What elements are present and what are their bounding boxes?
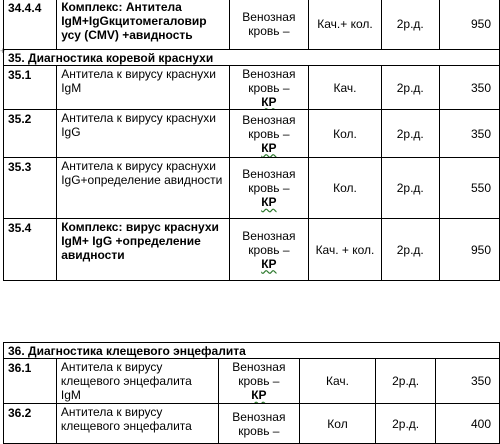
row-period: 2р.д. [382,158,440,219]
row-price: 400 [436,404,500,444]
row-method: Кач.+ кол. [308,0,381,50]
row-name: Антитела к вирусу клещевого энцефалита IgM [56,359,218,404]
row-name: Антитела к вирусу клещевого энцефалита [56,404,218,444]
row-name: Комплекс: Антитела IgM+IgGкцитомегаловир усу (CMV) +авидность [57,0,230,50]
row-period: 2р.д. [382,66,440,110]
table-row [4,404,500,444]
row-price: 950 [439,0,499,50]
sample-kr: КР [261,94,277,109]
row-price: 350 [439,66,499,110]
row-method: Кач. + кол. [308,219,381,281]
sample-text: Венозная кровь – [242,10,296,38]
section-title: 36. Диагностика клещевого энцефалита [4,343,500,359]
row-method: Кач. [299,359,375,404]
row-sample [229,158,308,219]
table-row [4,110,500,158]
sample-kr: КР [261,195,277,209]
sample-text: Венозная кровь – [242,112,296,141]
sample-kr: КР [251,388,267,402]
row-method: Кол [299,404,375,444]
row-code: 35.2 [4,110,57,158]
row-name: Антитела к вирусу краснухи IgM [57,66,230,110]
section-header-36 [4,343,500,359]
row-code: 35.4 [4,219,57,281]
row-price: 950 [439,219,499,281]
sample-text: Венозная кровь – [232,409,286,438]
sample-text: Венозная кровь – [242,66,296,95]
sample-text: Венозная кровь – [232,360,286,388]
row-code: 36.2 [4,404,57,444]
row-price: 350 [439,110,499,158]
table-row [4,158,500,219]
row-code: 35.3 [4,158,57,219]
row-code: 34.4.4 [4,0,57,50]
row-period: 2р.д. [376,359,436,404]
row-name: Антитела к вирусу краснухи IgG+определение авидности [57,158,230,219]
row-price: 550 [439,158,499,219]
row-sample [229,0,308,50]
row-sample [218,404,299,444]
price-table-top [3,0,500,281]
table-anchor-marker: + [0,46,6,56]
sample-text: Венозная кровь – [242,167,296,195]
sample-text: Венозная кровь – [242,228,296,257]
table-row [4,0,500,50]
table-row [4,219,500,281]
row-price: 350 [436,359,500,404]
row-period: 2р.д. [382,0,440,50]
row-name: Антитела к вирусу краснухи IgG [57,110,230,158]
row-name: Комплекс: вирус краснухи IgM+ IgG +определение авидности [57,219,230,281]
row-sample [229,110,308,158]
row-method: Кач. [308,66,381,110]
section-title: 35. Диагностика коревой краснухи [4,50,500,66]
price-table-bottom [3,342,500,444]
row-period: 2р.д. [382,219,440,281]
row-method: Кол. [308,110,381,158]
row-code: 35.1 [4,66,57,110]
sample-kr: КР [261,256,277,271]
row-period: 2р.д. [382,110,440,158]
row-sample [218,359,299,404]
section-header-35 [4,50,500,66]
row-method: Кол. [308,158,381,219]
sample-kr: КР [261,140,277,155]
row-code: 36.1 [4,359,57,404]
table-row [4,359,500,404]
row-period: 2р.д. [376,404,436,444]
table-row [4,66,500,110]
row-sample [229,219,308,281]
row-sample [229,66,308,110]
